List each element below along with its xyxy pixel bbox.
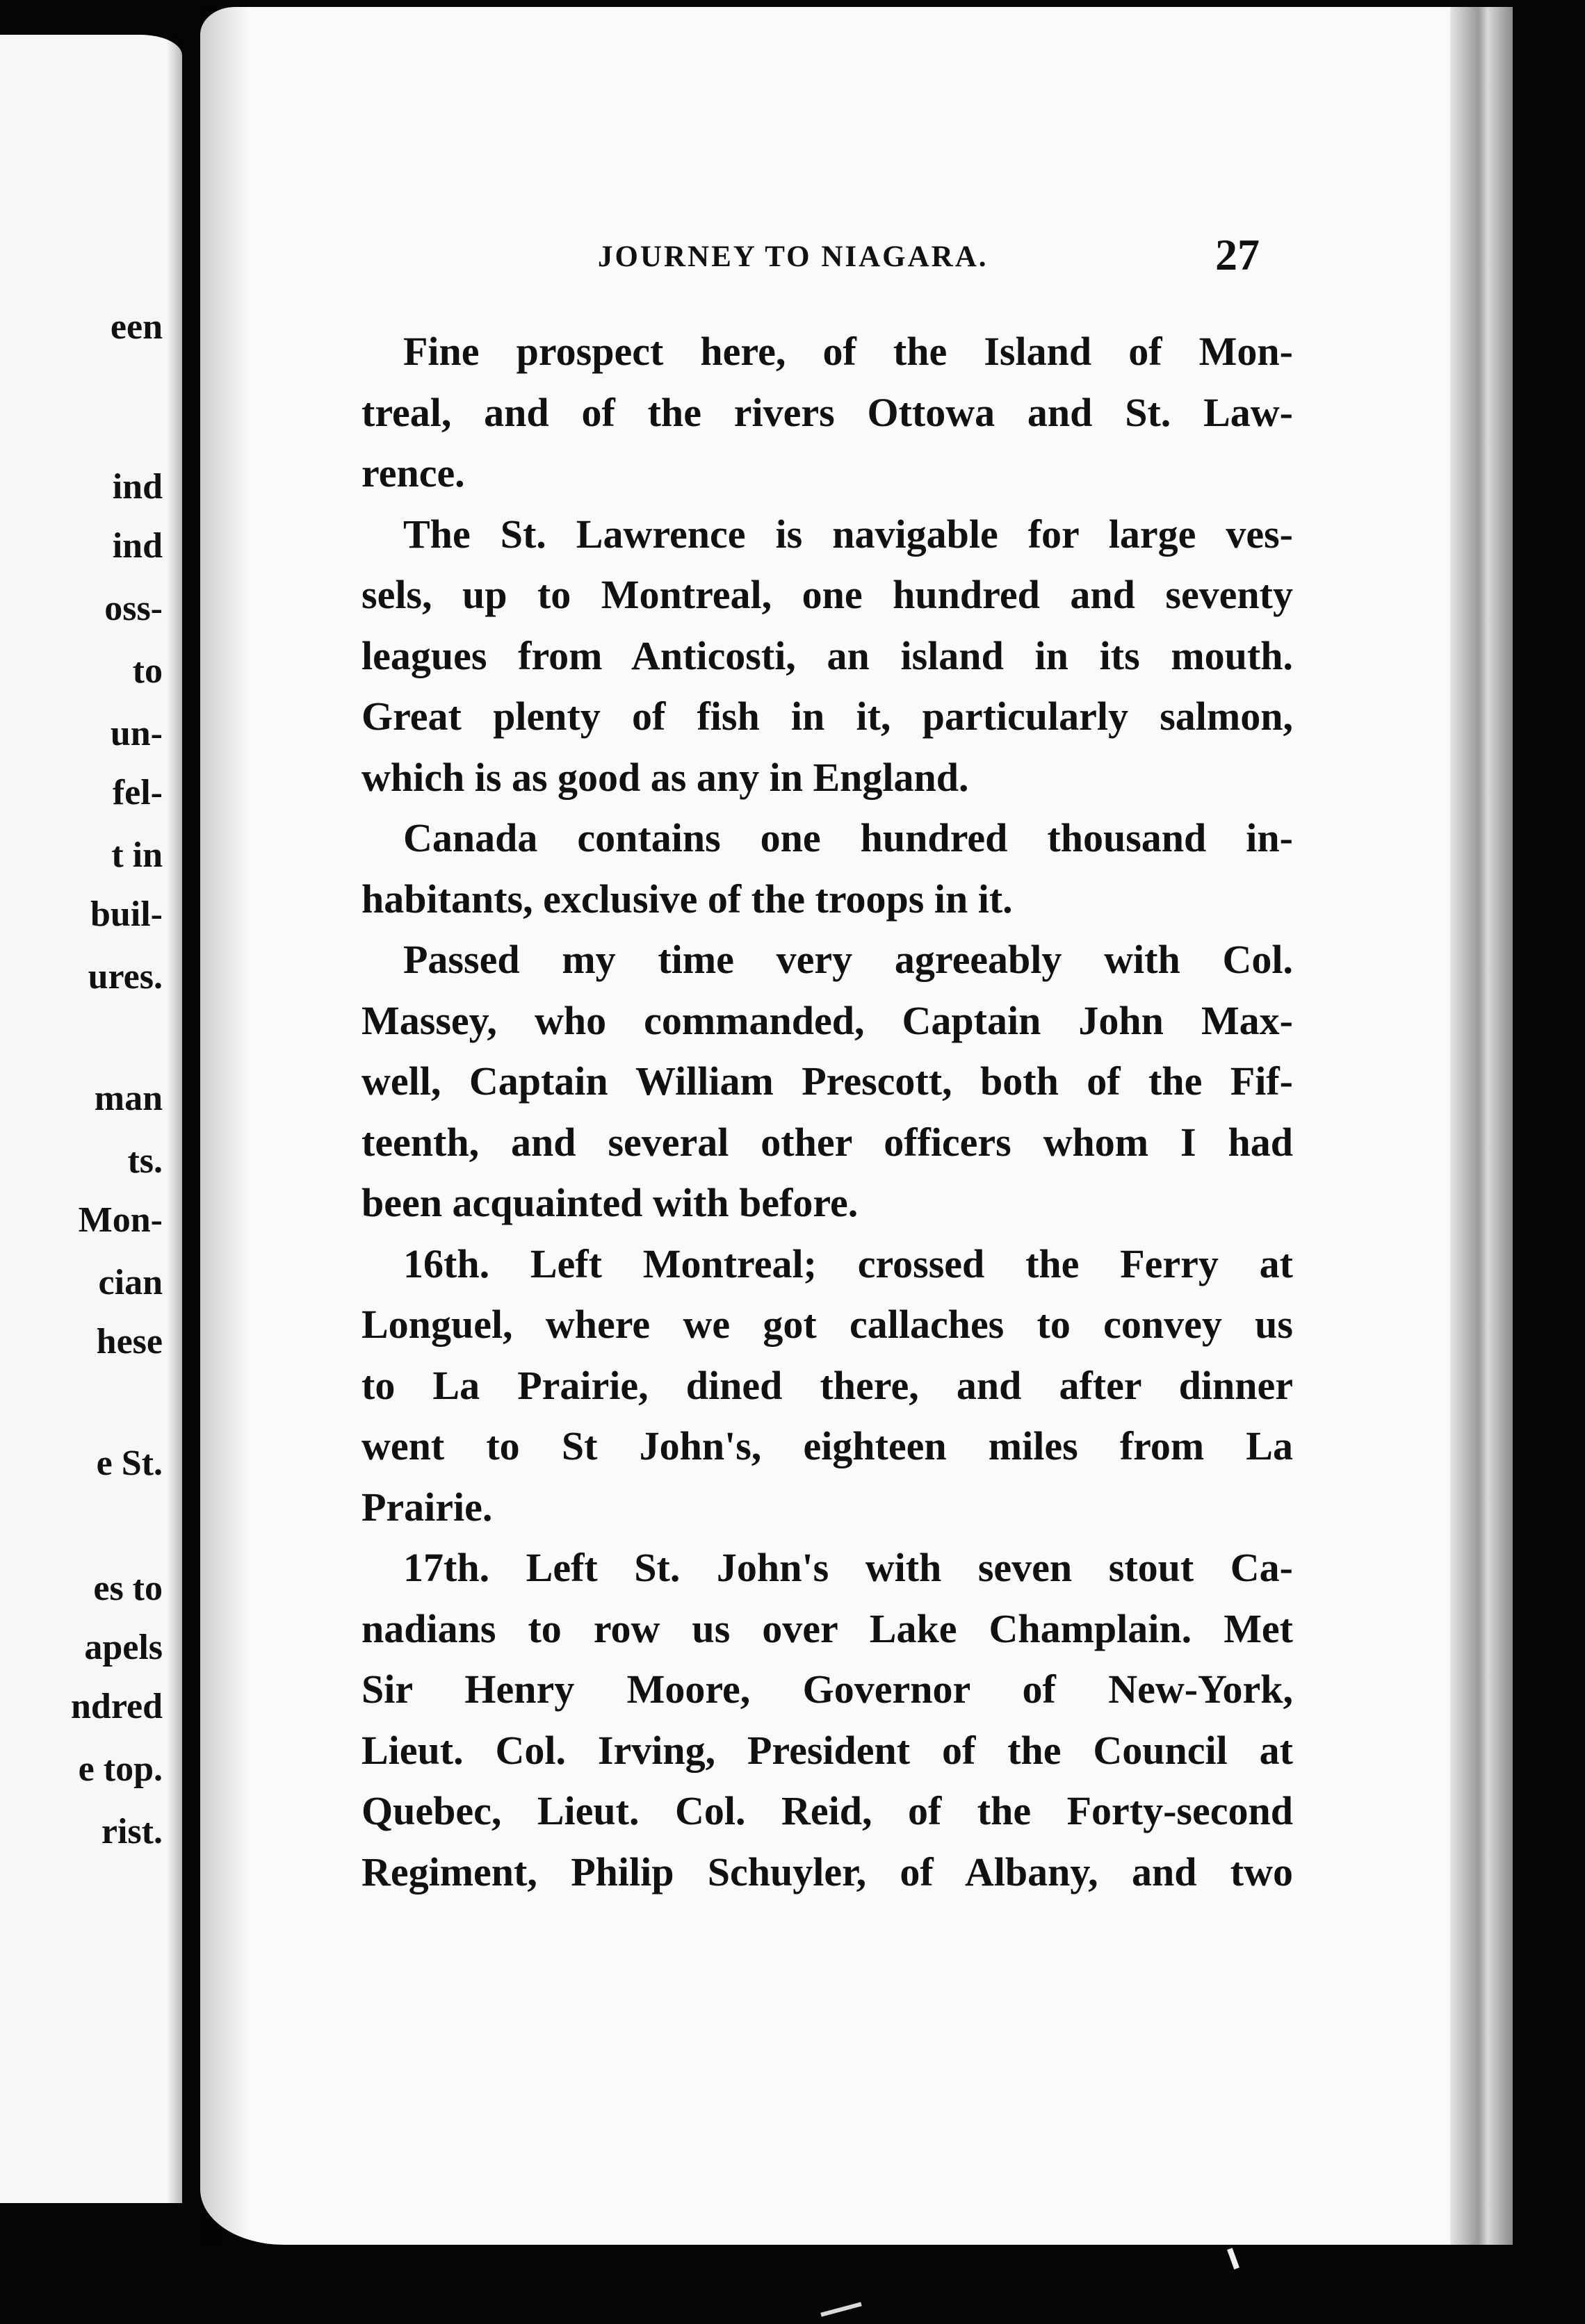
left-page-line: buil- <box>90 894 163 934</box>
left-page-line: man <box>94 1079 163 1118</box>
page-edge <box>1450 7 1513 2245</box>
left-page-line: ts. <box>127 1141 163 1181</box>
scan-speck <box>820 2302 862 2316</box>
left-facing-page <box>0 35 182 2203</box>
left-page-line: un- <box>110 714 163 753</box>
text-line: Massey, who commanded, Captain John Max- <box>361 997 1293 1043</box>
text-line: rence. <box>361 450 465 496</box>
left-page-line: rist. <box>101 1812 163 1851</box>
left-page-line: to <box>132 651 163 691</box>
left-page-line: e St. <box>96 1443 163 1483</box>
text-line: Quebec, Lieut. Col. Reid, of the Forty-second <box>361 1788 1293 1833</box>
left-page-line: e top. <box>78 1749 163 1789</box>
text-line: sels, up to Montreal, one hundred and seventy <box>361 572 1293 617</box>
text-line: Longuel, where we got callaches to convey us <box>361 1302 1293 1347</box>
left-page-line: ind <box>112 467 163 507</box>
body-text <box>361 321 1293 1902</box>
text-line: 17th. Left St. John's with seven stout Ca- <box>403 1545 1293 1590</box>
left-page-line: fel- <box>112 773 163 812</box>
left-page-line: es to <box>93 1569 163 1608</box>
text-line: Regiment, Philip Schuyler, of Albany, and two <box>361 1849 1293 1895</box>
text-line: habitants, exclusive of the troops in it. <box>361 876 1013 922</box>
text-line: well, Captain William Prescott, both of the Fif- <box>361 1058 1293 1104</box>
page-gutter <box>200 7 249 2245</box>
text-line: been acquainted with before. <box>361 1180 859 1225</box>
text-line: 16th. Left Montreal; crossed the Ferry at <box>403 1241 1293 1286</box>
text-line: went to St John's, eighteen miles from La <box>361 1423 1293 1468</box>
left-page-line: Mon- <box>78 1200 163 1240</box>
running-head: JOURNEY TO NIAGARA. <box>598 240 989 273</box>
left-page-line: hese <box>96 1322 163 1361</box>
scan-speck <box>1227 2248 1239 2270</box>
text-line: Fine prospect here, of the Island of Mon- <box>403 329 1293 374</box>
text-line: to La Prairie, dined there, and after dinner <box>361 1362 1293 1408</box>
left-page-line: cian <box>98 1263 163 1302</box>
text-line: Passed my time very agreeably with Col. <box>403 937 1293 982</box>
text-line: leagues from Anticosti, an island in its mouth. <box>361 632 1293 678</box>
text-line: which is as good as any in England. <box>361 754 969 800</box>
text-line: treal, and of the rivers Ottowa and St. Law- <box>361 389 1293 435</box>
page-fold-shadow <box>167 35 182 2203</box>
left-page-line: oss- <box>104 589 163 628</box>
left-page-line: een <box>110 307 163 347</box>
left-page-line: ind <box>112 526 163 566</box>
text-line: Sir Henry Moore, Governor of New-York, <box>361 1667 1293 1712</box>
text-line: Canada contains one hundred thousand in- <box>403 815 1293 860</box>
left-page-line: apels <box>84 1628 163 1667</box>
left-page-line: ndred <box>71 1687 163 1726</box>
text-line: The St. Lawrence is navigable for large ves- <box>403 511 1293 557</box>
text-line: nadians to row us over Lake Champlain. Met <box>361 1605 1293 1651</box>
left-page-line: ures. <box>88 957 163 997</box>
page-number: 27 <box>1215 230 1260 279</box>
left-page-line: t in <box>111 835 163 875</box>
text-line: Great plenty of fish in it, particularly salmon, <box>361 694 1293 739</box>
text-line: Prairie. <box>361 1484 493 1530</box>
text-line: teenth, and several other officers whom I had <box>361 1119 1293 1165</box>
text-line: Lieut. Col. Irving, President of the Council at <box>361 1727 1293 1773</box>
